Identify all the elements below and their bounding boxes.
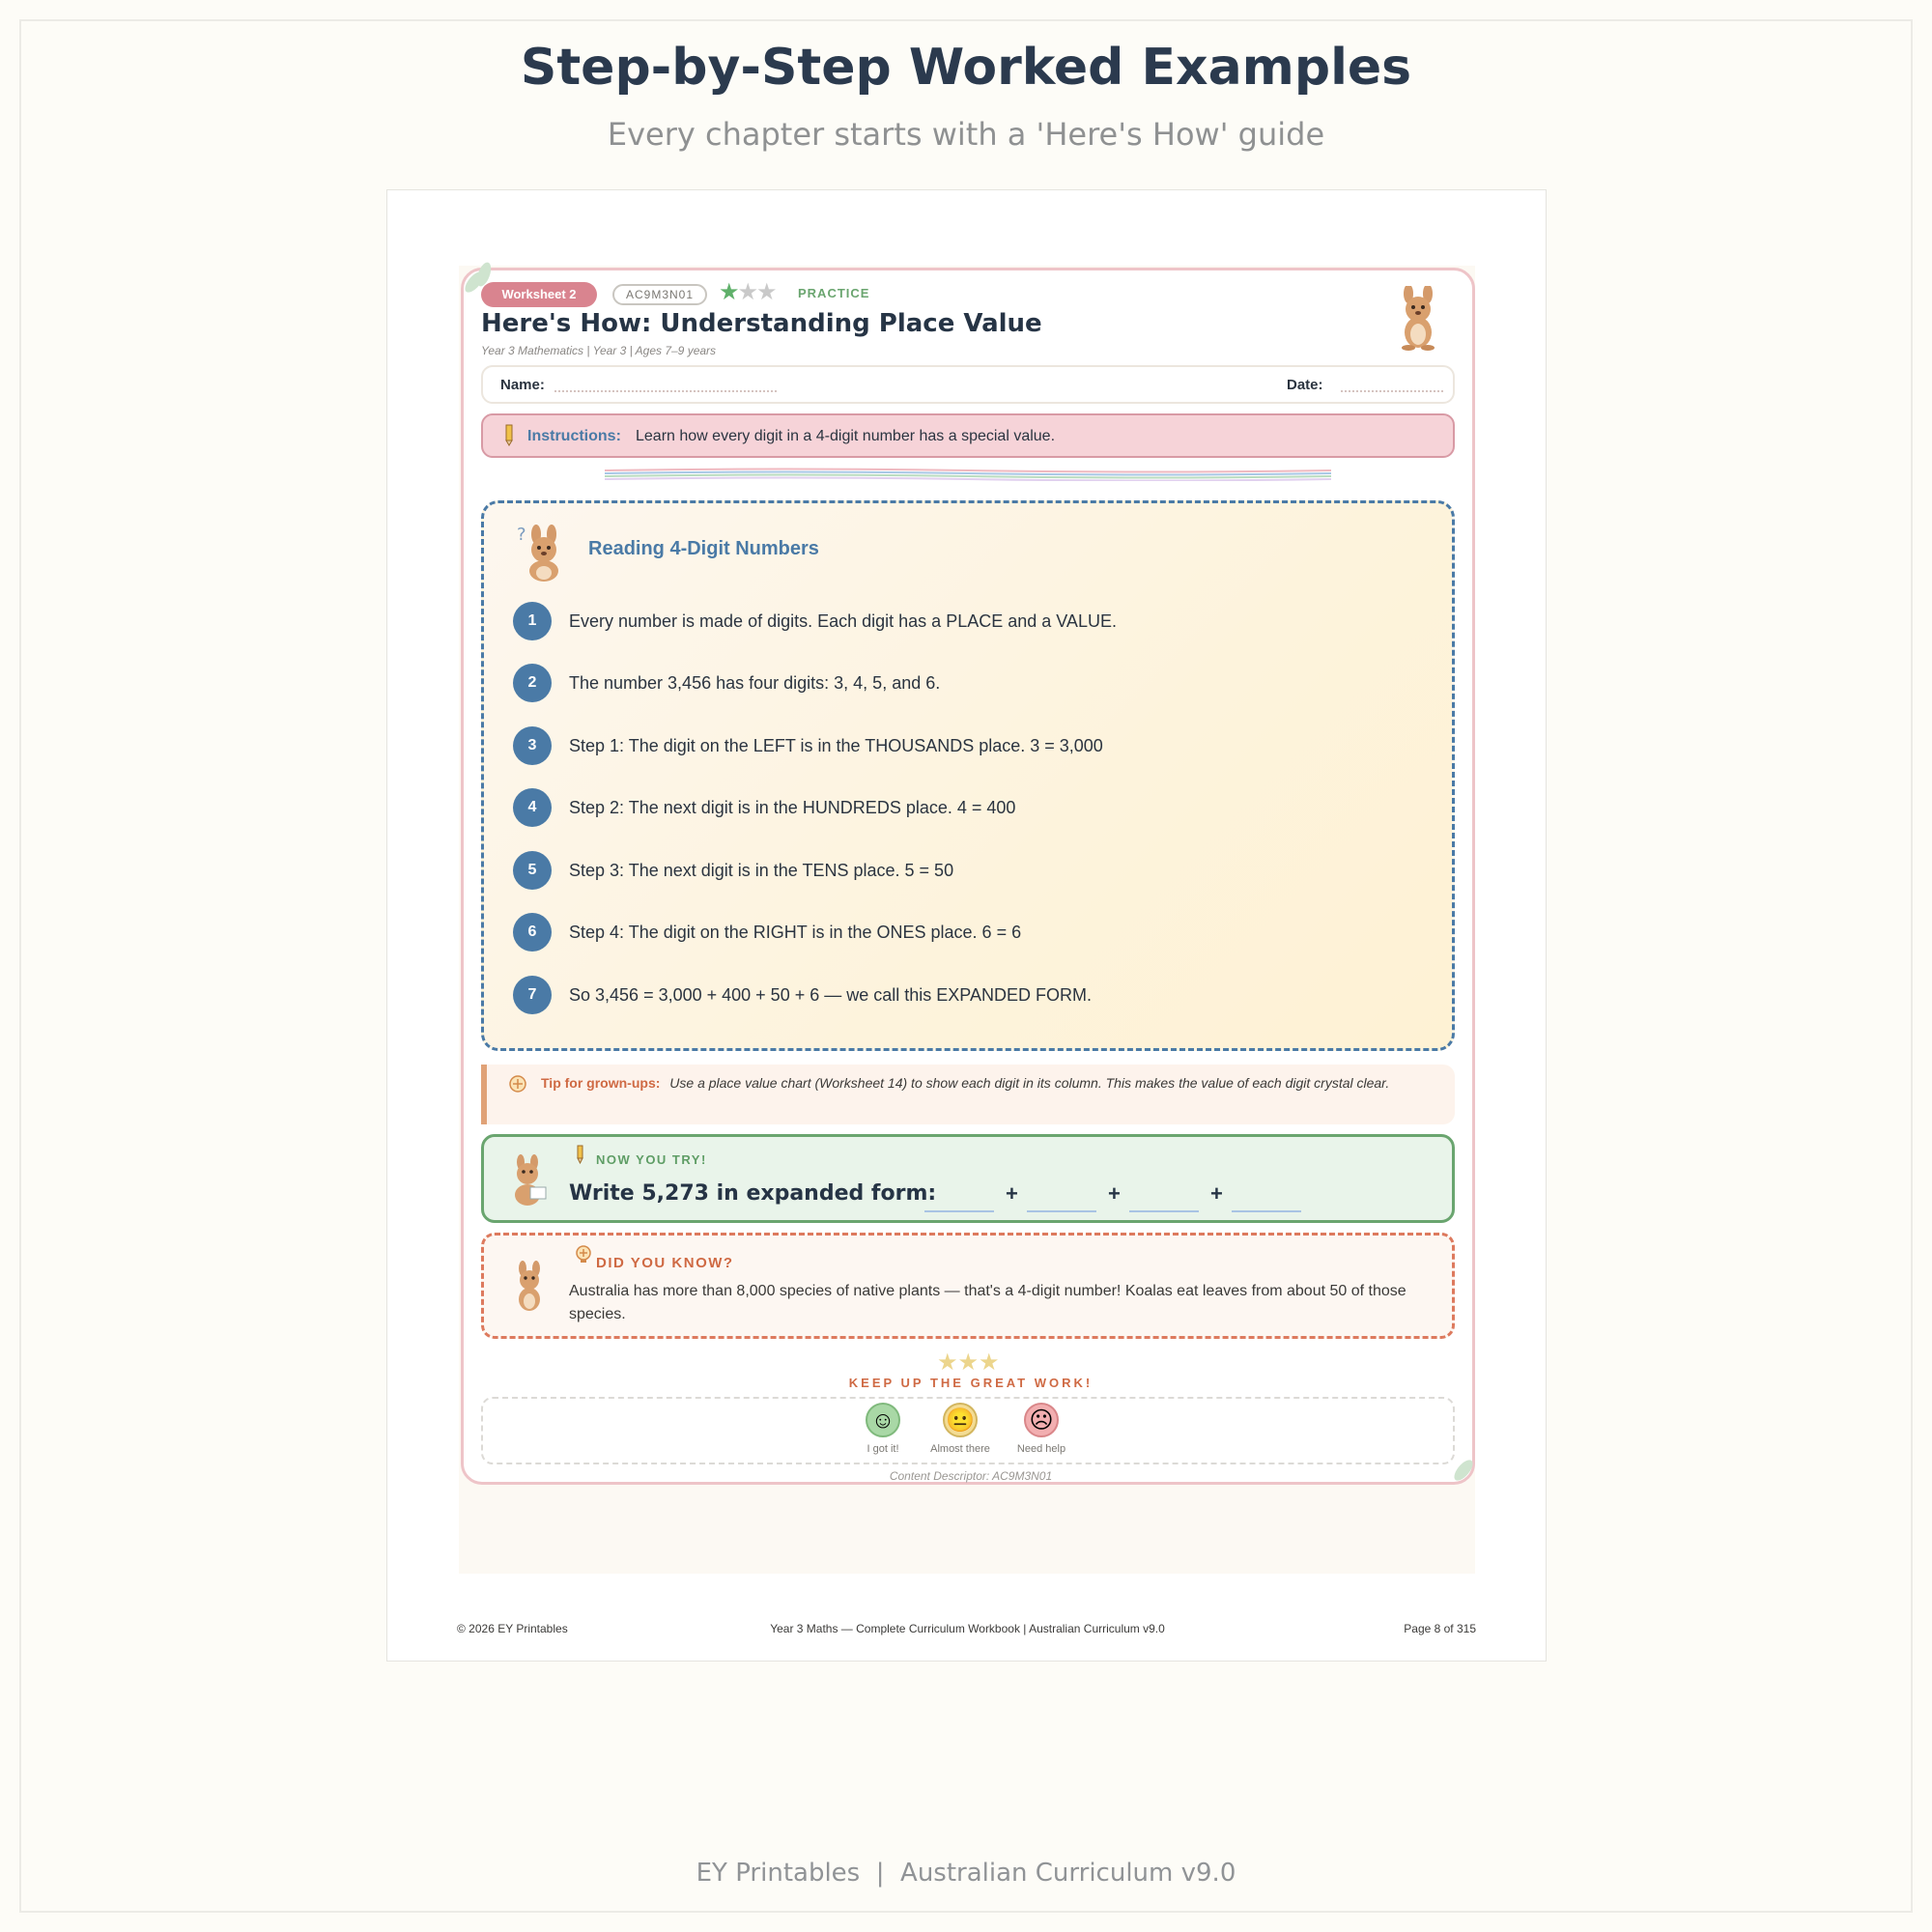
self-reflection-box [481, 1397, 1455, 1464]
step-number: 5 [513, 851, 552, 890]
lesson-title: Reading 4-Digit Numbers [588, 538, 819, 559]
difficulty-stars [719, 280, 776, 305]
star-empty-icon: ★ [737, 279, 757, 305]
page-number: Page 8 of 315 [1404, 1622, 1476, 1635]
pencil-icon [575, 1145, 586, 1164]
step-item [513, 913, 1382, 952]
brand-footer: EY Printables | Australian Curriculum v9.0 [696, 1859, 1236, 1888]
instructions-text: Learn how every digit in a 4-digit number has a special value. [636, 428, 1056, 444]
step-item [513, 788, 1382, 827]
worksheet [461, 268, 1475, 1485]
content-descriptor: Content Descriptor: AC9M3N01 [889, 1469, 1053, 1483]
plus-sign: + [1006, 1181, 1018, 1206]
kangaroo-mascot-icon [1391, 286, 1445, 352]
step-number: 2 [513, 664, 552, 702]
worked-example-box [481, 500, 1455, 1051]
star-filled-icon: ★ [719, 279, 738, 305]
step-text: Every number is made of digits. Each digit has a PLACE and a VALUE. [569, 611, 1117, 631]
hero-subtitle: Every chapter starts with a 'Here's How' guide [607, 116, 1325, 153]
step-text: Step 2: The next digit is in the HUNDREDS place. 4 = 400 [569, 798, 1016, 817]
name-field[interactable] [554, 390, 777, 392]
page-footer-title: Year 3 Maths — Complete Curriculum Workbook | Australian Curriculum v9.0 [770, 1622, 1165, 1635]
date-field[interactable] [1341, 390, 1443, 392]
hero-title: Step-by-Step Worked Examples [520, 39, 1412, 97]
worksheet-meta: Year 3 Mathematics | Year 3 | Ages 7–9 years [481, 344, 717, 357]
lightbulb-icon [508, 1074, 527, 1094]
plus-sign: + [1210, 1181, 1223, 1206]
workbook-page [386, 189, 1547, 1662]
step-item [513, 976, 1382, 1014]
kangaroo-mascot-icon [511, 1261, 550, 1313]
answer-blank[interactable] [1129, 1210, 1199, 1212]
worksheet-badge: Worksheet 2 [481, 282, 597, 307]
step-number: 7 [513, 976, 552, 1014]
instructions-box [481, 413, 1455, 458]
name-date-row [481, 365, 1455, 404]
curriculum-code-badge: AC9M3N01 [612, 284, 707, 305]
reflection-label: Almost there [930, 1443, 990, 1455]
did-you-know-text: Australia has more than 8,000 species of native plants — that's a 4-digit number! Koalas eat leaves from about 50 of those species. [569, 1283, 1406, 1322]
cheer-message: KEEP UP THE GREAT WORK! [848, 1376, 1094, 1390]
step-text: Step 3: The next digit is in the TENS place. 5 = 50 [569, 861, 954, 880]
now-you-try-box [481, 1134, 1455, 1223]
tip-box [481, 1065, 1455, 1124]
step-item [513, 664, 1382, 702]
star-icon: ★ [957, 1350, 980, 1376]
step-number: 1 [513, 602, 552, 640]
step-item [513, 851, 1382, 890]
step-text: The number 3,456 has four digits: 3, 4, 5, and 6. [569, 673, 941, 693]
wave-divider [605, 468, 1331, 481]
now-you-try-prompt: Write 5,273 in expanded form: [569, 1181, 937, 1206]
answer-blank[interactable] [924, 1210, 994, 1212]
step-number: 4 [513, 788, 552, 827]
name-label: Name: [500, 377, 545, 393]
tip-body: Use a place value chart (Worksheet 14) to show each digit in its column. This makes the value of each digit crystal clear. [669, 1075, 1390, 1091]
step-text: Step 1: The digit on the LEFT is in the THOUSANDS place. 3 = 3,000 [569, 736, 1103, 755]
step-item [513, 726, 1382, 765]
svg-text:?: ? [517, 525, 526, 545]
worksheet-title: Here's How: Understanding Place Value [481, 309, 1042, 338]
did-you-know-heading: DID YOU KNOW? [596, 1255, 734, 1271]
star-empty-icon: ★ [756, 279, 776, 305]
happy-face-icon[interactable]: ☺ [866, 1403, 900, 1437]
tip-heading: Tip for grown-ups: [541, 1075, 661, 1091]
cheer-stars [937, 1349, 1000, 1377]
step-number: 6 [513, 913, 552, 952]
level-label: PRACTICE [798, 286, 870, 300]
sad-face-icon[interactable]: ☹ [1024, 1403, 1059, 1437]
page-footer-copyright: © 2026 EY Printables [457, 1622, 568, 1635]
lightbulb-icon [575, 1245, 592, 1264]
date-label: Date: [1287, 377, 1323, 393]
answer-blank[interactable] [1232, 1210, 1301, 1212]
reflection-label: Need help [1016, 1443, 1066, 1455]
pencil-icon [502, 423, 516, 446]
reflection-label: I got it! [867, 1443, 899, 1455]
step-text: Step 4: The digit on the RIGHT is in the ONES place. 6 = 6 [569, 923, 1022, 942]
now-you-try-heading: NOW YOU TRY! [596, 1152, 707, 1167]
step-number: 3 [513, 726, 552, 765]
plus-sign: + [1108, 1181, 1121, 1206]
answer-blank[interactable] [1027, 1210, 1096, 1212]
step-text: So 3,456 = 3,000 + 400 + 50 + 6 — we call this EXPANDED FORM. [569, 985, 1092, 1005]
tip-text [541, 1072, 1449, 1094]
thinking-kangaroo-icon [511, 523, 573, 582]
star-icon: ★ [937, 1350, 958, 1376]
star-icon: ★ [979, 1350, 1000, 1376]
kangaroo-writing-icon [505, 1154, 552, 1207]
instructions-heading: Instructions: [527, 428, 621, 444]
step-item [513, 602, 1382, 640]
did-you-know-box [481, 1233, 1455, 1339]
neutral-face-icon[interactable]: 😐 [943, 1403, 978, 1437]
